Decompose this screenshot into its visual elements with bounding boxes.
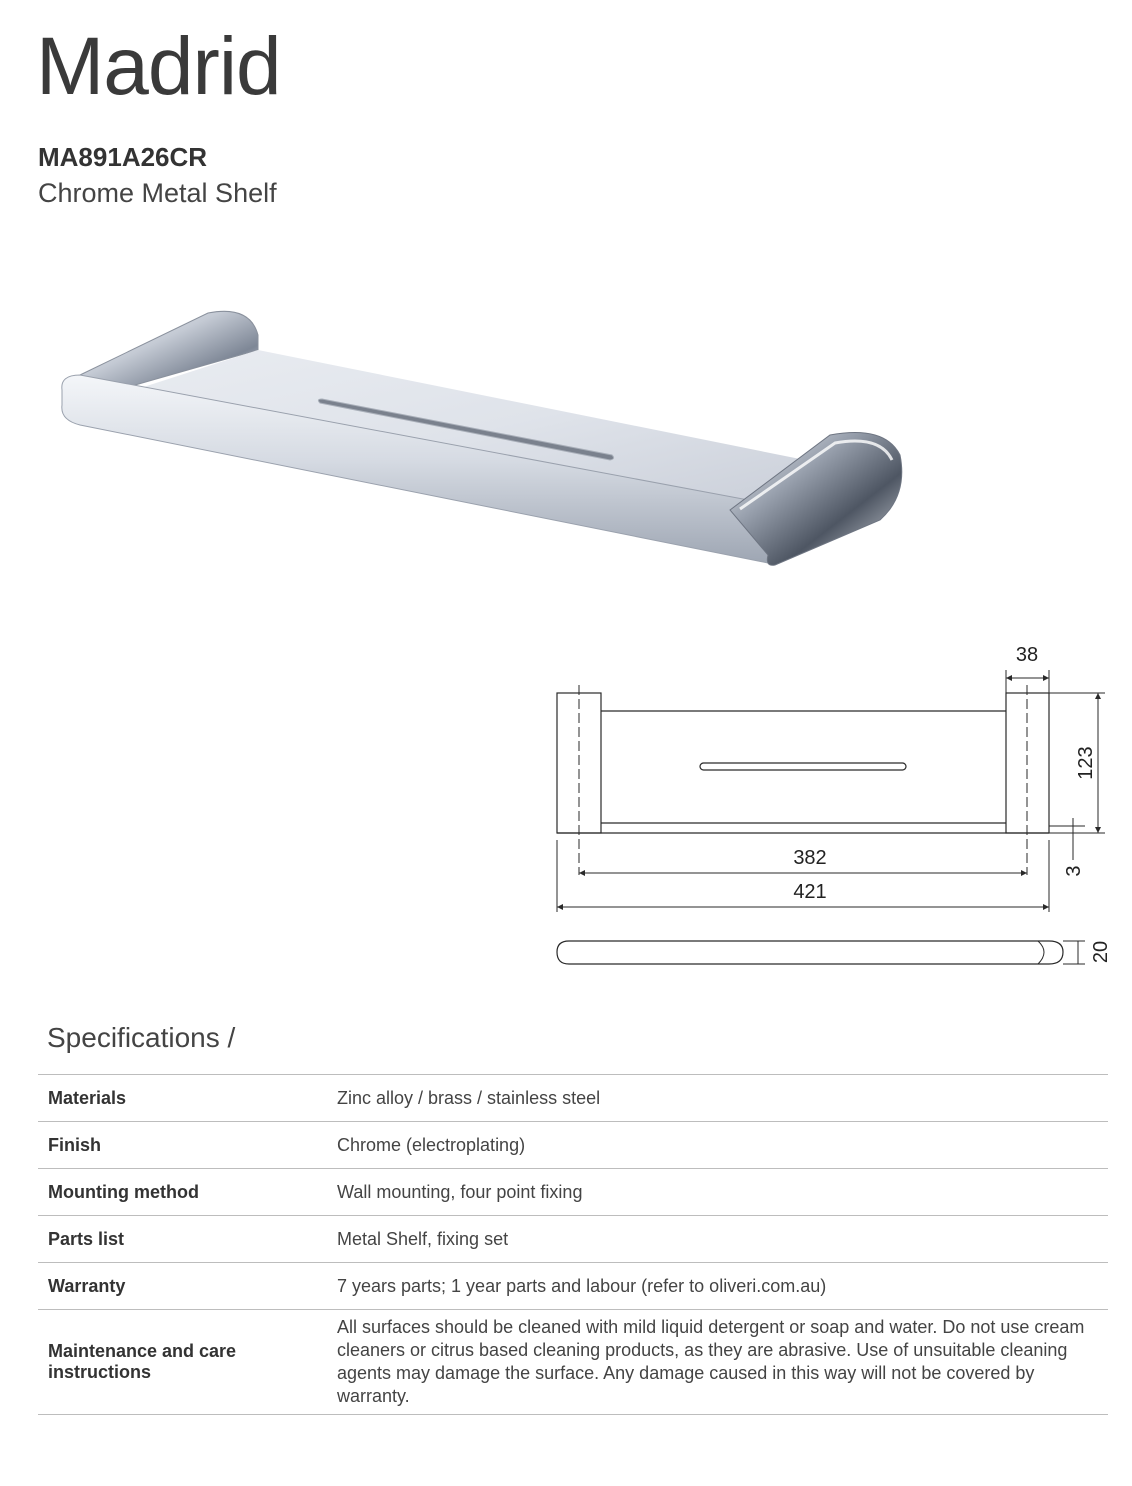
spec-label: Materials <box>38 1075 327 1122</box>
spec-value: Zinc alloy / brass / stainless steel <box>327 1075 1108 1122</box>
spec-value: Chrome (electroplating) <box>327 1122 1108 1169</box>
specifications-table <box>38 1074 1108 1415</box>
dim-height: 123 <box>1075 746 1097 780</box>
spec-label: Mounting method <box>38 1169 327 1216</box>
spec-row-finish <box>38 1122 1108 1169</box>
spec-label: Finish <box>38 1122 327 1169</box>
dim-overall-width: 421 <box>793 881 827 903</box>
product-description: Chrome Metal Shelf <box>38 178 277 208</box>
spec-row-parts <box>38 1216 1108 1263</box>
side-profile <box>557 941 1063 964</box>
spec-row-maintenance <box>38 1310 1108 1415</box>
product-image <box>40 295 920 585</box>
spec-value: Metal Shelf, fixing set <box>327 1216 1108 1263</box>
product-code: MA891A26CR <box>38 142 208 172</box>
dim-inner-width: 382 <box>793 847 827 869</box>
dim-bracket-width: 38 <box>1015 644 1039 666</box>
spec-value: All surfaces should be cleaned with mild liquid detergent or soap and water. Do not use cream cleaners or citrus based cleaning products, as they are abrasive. Use of unsuitable cleaning agents may damage the surface. Any damage caused in this way will not be covered by warranty. <box>327 1310 1108 1415</box>
dimension-drawing <box>540 630 1130 980</box>
spec-row-mounting <box>38 1169 1108 1216</box>
spec-value: Wall mounting, four point fixing <box>327 1169 1108 1216</box>
dim-base-gap: 3 <box>1063 865 1085 877</box>
spec-label: Parts list <box>38 1216 327 1263</box>
spec-row-materials <box>38 1075 1108 1122</box>
spec-label: Maintenance and care instructions <box>38 1310 327 1415</box>
product-name: Madrid <box>36 21 281 112</box>
spec-label: Warranty <box>38 1263 327 1310</box>
dim-depth: 20 <box>1090 940 1112 964</box>
specifications-heading: Specifications / <box>47 1022 236 1053</box>
spec-value: 7 years parts; 1 year parts and labour (refer to oliveri.com.au) <box>327 1263 1108 1310</box>
spec-row-warranty <box>38 1263 1108 1310</box>
